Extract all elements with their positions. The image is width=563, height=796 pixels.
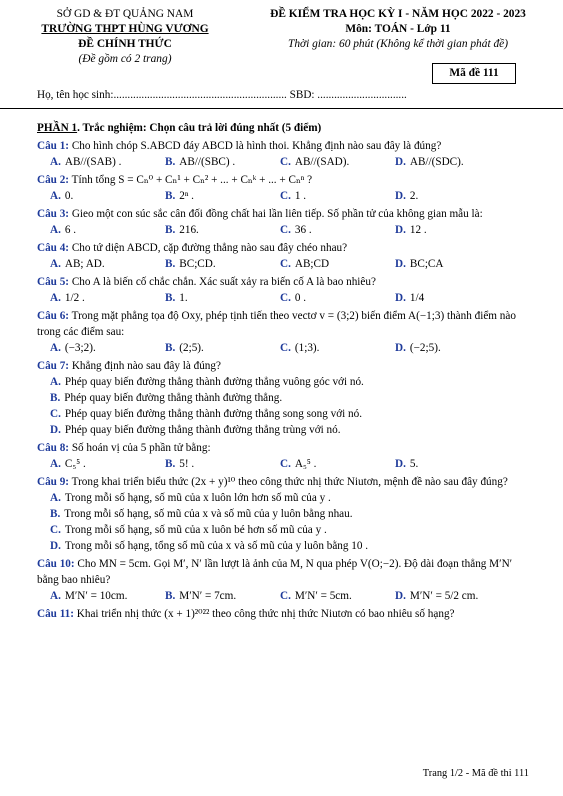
option-text: Phép quay biến đường thẳng thành đường thẳng. xyxy=(64,392,283,404)
answer-option xyxy=(395,588,510,604)
option-letter: D. xyxy=(50,540,61,552)
option-text: 1. xyxy=(179,292,188,304)
school-name: TRƯỜNG THPT HÙNG VƯƠNG xyxy=(41,23,209,35)
option-text: Trong mỗi số hạng, số mũ của x luôn bé hơn số mũ của y . xyxy=(64,524,327,536)
exam-code-box: Mã đề 111 xyxy=(432,63,516,84)
option-text: Phép quay biến đường thẳng thành đường thẳng vuông góc với nó. xyxy=(64,376,364,388)
question-stem xyxy=(37,308,533,340)
answer-option xyxy=(280,456,395,472)
question-5 xyxy=(37,274,533,306)
option-text: (2;5). xyxy=(179,342,204,354)
option-letter: C. xyxy=(280,190,291,202)
option-text: Phép quay biến đường thẳng thành đường thẳng song song với nó. xyxy=(64,408,362,420)
question-text: Trong mặt phẳng tọa độ Oxy, phép tịnh tiến theo vectơ v = (3;2) biến điểm A(−1;3) thành điểm nào trong các điểm sau: xyxy=(37,310,516,338)
option-letter: D. xyxy=(50,424,61,436)
option-text: 2. xyxy=(409,190,419,202)
exam-title: ĐỀ KIỂM TRA HỌC KỲ I - NĂM HỌC 2022 - 2023 xyxy=(270,8,526,20)
question-text: Cho tứ diện ABCD, cặp đường thẳng nào sau đây chéo nhau? xyxy=(71,242,348,254)
answer-option xyxy=(165,340,280,356)
question-9 xyxy=(37,474,533,554)
answer-options xyxy=(50,256,533,272)
question-stem xyxy=(37,556,533,588)
option-letter: A. xyxy=(50,342,61,354)
option-letter: A. xyxy=(50,224,61,236)
option-text: BC;CA xyxy=(409,258,444,270)
option-letter: D. xyxy=(395,292,406,304)
option-letter: C. xyxy=(280,458,291,470)
answer-options xyxy=(50,588,533,604)
option-letter: C. xyxy=(280,258,291,270)
question-10 xyxy=(37,556,533,604)
option-letter: B. xyxy=(165,292,176,304)
option-text: (−3;2). xyxy=(64,342,96,354)
option-letter: D. xyxy=(395,190,406,202)
answer-option xyxy=(50,490,533,506)
option-text: AB//(SBC) . xyxy=(179,156,236,168)
questions-area xyxy=(37,120,533,622)
option-letter: B. xyxy=(165,156,176,168)
answer-option xyxy=(50,290,165,306)
option-text: BC;CD. xyxy=(179,258,216,270)
answer-option xyxy=(165,588,280,604)
answer-option xyxy=(50,390,533,406)
question-number: Câu 2: xyxy=(37,174,70,186)
official-label: ĐỀ CHÍNH THỨC xyxy=(78,38,172,50)
answer-option xyxy=(50,506,533,522)
option-text: 36 . xyxy=(294,224,312,236)
option-text: Trong mỗi số hạng, số mũ của x và số mũ của y luôn bằng nhau. xyxy=(64,508,353,520)
option-letter: B. xyxy=(165,190,176,202)
answer-option xyxy=(280,588,395,604)
option-text: A₅⁵ . xyxy=(294,458,317,470)
question-list xyxy=(37,138,533,622)
option-letter: B. xyxy=(165,590,176,602)
answer-option xyxy=(50,422,533,438)
answer-option xyxy=(50,538,533,554)
option-letter: B. xyxy=(50,508,61,520)
answer-option xyxy=(50,456,165,472)
answer-option xyxy=(395,290,510,306)
department-name: SỞ GD & ĐT QUẢNG NAM xyxy=(56,8,194,20)
option-text: 5! . xyxy=(179,458,195,470)
option-text: AB; AD. xyxy=(64,258,105,270)
option-text: 0 . xyxy=(294,292,307,304)
option-letter: A. xyxy=(50,292,61,304)
option-letter: C. xyxy=(50,408,61,420)
student-info-line: Họ, tên học sinh:.............................................................. SBD: ................................ xyxy=(37,89,407,101)
question-stem xyxy=(37,172,533,188)
answer-option xyxy=(165,188,280,204)
answer-option xyxy=(280,256,395,272)
option-letter: B. xyxy=(165,224,176,236)
question-text: Gieo một con súc sắc cân đối đồng chất hai lần liên tiếp. Số phần tử của không gian mẫu là: xyxy=(71,208,483,220)
answer-option xyxy=(50,340,165,356)
option-text: 1/4 xyxy=(409,292,425,304)
question-text: Cho A là biến cố chắc chắn. Xác suất xảy ra biến cố A là bao nhiêu? xyxy=(71,276,376,288)
answer-option xyxy=(280,154,395,170)
answer-option xyxy=(395,256,510,272)
question-8 xyxy=(37,440,533,472)
question-number: Câu 3: xyxy=(37,208,70,220)
option-letter: D. xyxy=(395,156,406,168)
page-count-note: (Đề gồm có 2 trang) xyxy=(78,53,172,65)
exam-header xyxy=(240,7,556,52)
option-text: M′N′ = 7cm. xyxy=(179,590,237,602)
option-text: AB;CD xyxy=(294,258,330,270)
option-letter: A. xyxy=(50,258,61,270)
option-letter: B. xyxy=(165,458,176,470)
question-4 xyxy=(37,240,533,272)
option-letter: C. xyxy=(50,524,61,536)
question-text: Khẳng định nào sau đây là đúng? xyxy=(71,360,221,372)
option-letter: D. xyxy=(395,342,406,354)
question-number: Câu 4: xyxy=(37,242,70,254)
option-letter: A. xyxy=(50,376,61,388)
answer-option xyxy=(395,154,510,170)
answer-option xyxy=(165,154,280,170)
answer-option xyxy=(50,256,165,272)
option-text: C₅⁵ . xyxy=(64,458,86,470)
option-text: 12 . xyxy=(409,224,427,236)
question-text: Tính tổng S = Cₙ⁰ + Cₙ¹ + Cₙ² + ... + Cₙᵏ + ... + Cₙⁿ ? xyxy=(71,174,313,186)
answer-option xyxy=(280,188,395,204)
option-letter: B. xyxy=(165,342,176,354)
answer-option xyxy=(50,222,165,238)
question-stem xyxy=(37,240,533,256)
answer-option xyxy=(395,188,510,204)
answer-options xyxy=(50,222,533,238)
option-letter: D. xyxy=(395,258,406,270)
option-text: 5. xyxy=(409,458,419,470)
option-text: M′N′ = 5cm. xyxy=(294,590,352,602)
question-6 xyxy=(37,308,533,356)
answer-option xyxy=(280,290,395,306)
answer-option xyxy=(395,456,510,472)
question-number: Câu 11: xyxy=(37,608,74,620)
option-letter: A. xyxy=(50,590,61,602)
school-header xyxy=(10,7,240,67)
option-letter: D. xyxy=(395,458,406,470)
answer-options xyxy=(50,188,533,204)
answer-option xyxy=(50,406,533,422)
option-letter: D. xyxy=(395,224,406,236)
option-text: (1;3). xyxy=(294,342,320,354)
option-text: 216. xyxy=(179,224,199,236)
option-text: 0. xyxy=(64,190,74,202)
subject: Môn: TOÁN - Lớp 11 xyxy=(345,23,451,35)
option-letter: A. xyxy=(50,458,61,470)
question-stem xyxy=(37,138,533,154)
question-3 xyxy=(37,206,533,238)
option-letter: D. xyxy=(395,590,406,602)
question-stem xyxy=(37,440,533,456)
duration: Thời gian: 60 phút (Không kể thời gian phát đề) xyxy=(287,38,509,50)
section-title: . Trắc nghiệm: Chọn câu trả lời đúng nhất (5 điểm) xyxy=(77,122,322,134)
answer-option xyxy=(165,290,280,306)
option-text: AB//(SAB) . xyxy=(64,156,122,168)
question-stem xyxy=(37,358,533,374)
option-text: 1 . xyxy=(294,190,307,202)
answer-option xyxy=(280,222,395,238)
option-letter: B. xyxy=(50,392,61,404)
answer-option xyxy=(165,222,280,238)
question-stem xyxy=(37,206,533,222)
answer-option xyxy=(395,340,510,356)
answer-options xyxy=(50,154,533,170)
question-text: Số hoán vị của 5 phần tử bằng: xyxy=(71,442,211,454)
option-letter: A. xyxy=(50,190,61,202)
answer-option xyxy=(50,188,165,204)
question-number: Câu 9: xyxy=(37,476,70,488)
answer-option xyxy=(50,154,165,170)
answer-options xyxy=(50,340,533,356)
option-letter: C. xyxy=(280,224,291,236)
option-text: Trong mỗi số hạng, tổng số mũ của x và số mũ của y luôn bằng 10 . xyxy=(64,540,369,552)
answer-options xyxy=(50,456,533,472)
option-text: M′N′ = 5/2 cm. xyxy=(409,590,479,602)
question-number: Câu 6: xyxy=(37,310,70,322)
option-text: (−2;5). xyxy=(409,342,441,354)
option-text: 6 . xyxy=(64,224,77,236)
question-stem xyxy=(37,474,533,490)
question-text: Cho MN = 5cm. Gọi M′, N′ lần lượt là ảnh của M, N qua phép V(O;−2). Độ dài đoạn thẳng M′N′ bằng bao nhiêu? xyxy=(37,558,513,586)
section-heading xyxy=(37,120,533,136)
answer-option xyxy=(50,522,533,538)
question-number: Câu 7: xyxy=(37,360,70,372)
header-divider xyxy=(0,108,563,109)
option-text: AB//(SAD). xyxy=(294,156,350,168)
answer-option xyxy=(280,340,395,356)
question-stem xyxy=(37,274,533,290)
section-label: PHẦN 1 xyxy=(37,122,78,134)
question-11 xyxy=(37,606,533,622)
option-text: 2ⁿ . xyxy=(179,190,194,202)
question-number: Câu 1: xyxy=(37,140,70,152)
question-number: Câu 8: xyxy=(37,442,70,454)
question-stem xyxy=(37,606,533,622)
option-letter: C. xyxy=(280,342,291,354)
question-7 xyxy=(37,358,533,438)
question-2 xyxy=(37,172,533,204)
answer-options xyxy=(50,290,533,306)
question-1 xyxy=(37,138,533,170)
question-text: Cho hình chóp S.ABCD đáy ABCD là hình thoi. Khẳng định nào sau đây là đúng? xyxy=(71,140,442,152)
question-number: Câu 10: xyxy=(37,558,75,570)
page-footer: Trang 1/2 - Mã đề thi 111 xyxy=(422,768,529,779)
question-text: Khai triển nhị thức (x + 1)²⁰²² theo công thức nhị thức Niutơn có bao nhiêu số hạng? xyxy=(76,608,455,620)
answer-option xyxy=(395,222,510,238)
option-letter: C. xyxy=(280,590,291,602)
option-letter: A. xyxy=(50,492,61,504)
answer-option xyxy=(165,256,280,272)
question-number: Câu 5: xyxy=(37,276,70,288)
option-text: Phép quay biến đường thẳng thành đường thẳng trùng với nó. xyxy=(64,424,341,436)
answer-option xyxy=(165,456,280,472)
option-text: Trong mỗi số hạng, số mũ của x luôn lớn hơn số mũ của y . xyxy=(64,492,331,504)
answer-option xyxy=(50,374,533,390)
option-letter: C. xyxy=(280,156,291,168)
option-text: 1/2 . xyxy=(64,292,85,304)
option-letter: A. xyxy=(50,156,61,168)
option-letter: C. xyxy=(280,292,291,304)
option-text: M′N′ = 10cm. xyxy=(64,590,128,602)
question-text: Trong khai triển biểu thức (2x + y)¹⁰ theo công thức nhị thức Niutơn, mệnh đề nào sau đây đúng? xyxy=(71,476,508,488)
option-text: AB//(SDC). xyxy=(409,156,464,168)
answer-option xyxy=(50,588,165,604)
option-letter: B. xyxy=(165,258,176,270)
